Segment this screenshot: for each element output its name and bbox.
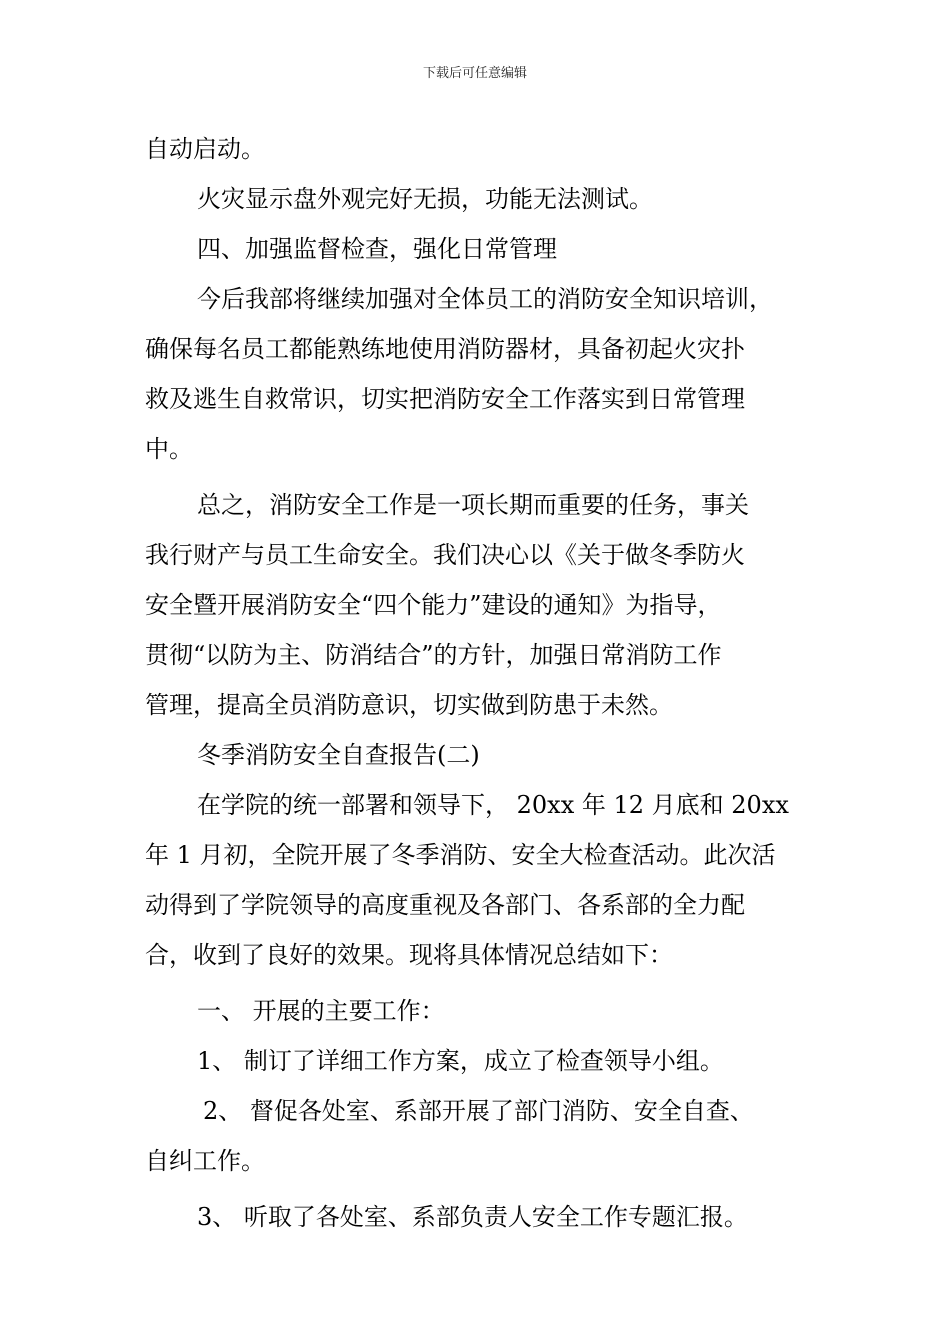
report-title: 冬季消防安全自查报告(二) <box>197 741 480 769</box>
document-body <box>145 124 810 1242</box>
text-line: 贯彻“以防为主、防消结合”的方针，加强日常消防工作 <box>145 641 722 669</box>
section-heading: 四、加强监督检查，强化日常管理 <box>197 235 557 263</box>
text-line: 自纠工作。 <box>145 1147 265 1175</box>
text-line: 合，收到了良好的效果。现将具体情况总结如下： <box>145 941 673 969</box>
list-item: 2、 督促各处室、系部开展了部门消防、安全自查、 <box>203 1097 754 1125</box>
text-line: 火灾显示盘外观完好无损，功能无法测试。 <box>197 185 653 213</box>
text-line: 年 1 月初，全院开展了冬季消防、安全大检查活动。此次活 <box>145 841 776 869</box>
section-heading: 一、 开展的主要工作： <box>197 997 445 1025</box>
text-line: 确保每名员工都能熟练地使用消防器材，具备初起火灾扑 <box>145 335 745 363</box>
list-item: 3、 听取了各处室、系部负责人安全工作专题汇报。 <box>197 1203 748 1231</box>
text-line: 中。 <box>145 435 193 463</box>
list-item: 1、 制订了详细工作方案，成立了检查领导小组。 <box>197 1047 724 1075</box>
text-line: 动得到了学院领导的高度重视及各部门、各系部的全力配 <box>145 891 745 919</box>
text-line: 我行财产与员工生命安全。我们决心以《关于做冬季防火 <box>145 541 745 569</box>
text-line: 安全暨开展消防安全“四个能力”建设的通知》为指导， <box>145 591 722 619</box>
text-line: 救及逃生自救常识，切实把消防安全工作落实到日常管理 <box>145 385 745 413</box>
page-header: 下载后可任意编辑 <box>422 66 527 81</box>
text-line: 在学院的统一部署和领导下， 20xx 年 12 月底和 20xx <box>197 791 789 819</box>
text-line: 今后我部将继续加强对全体员工的消防安全知识培训， <box>197 285 773 313</box>
text-line: 自动启动。 <box>145 135 265 163</box>
text-line: 管理，提高全员消防意识，切实做到防患于未然。 <box>145 691 673 719</box>
text-line: 总之，消防安全工作是一项长期而重要的任务，事关 <box>197 491 749 519</box>
